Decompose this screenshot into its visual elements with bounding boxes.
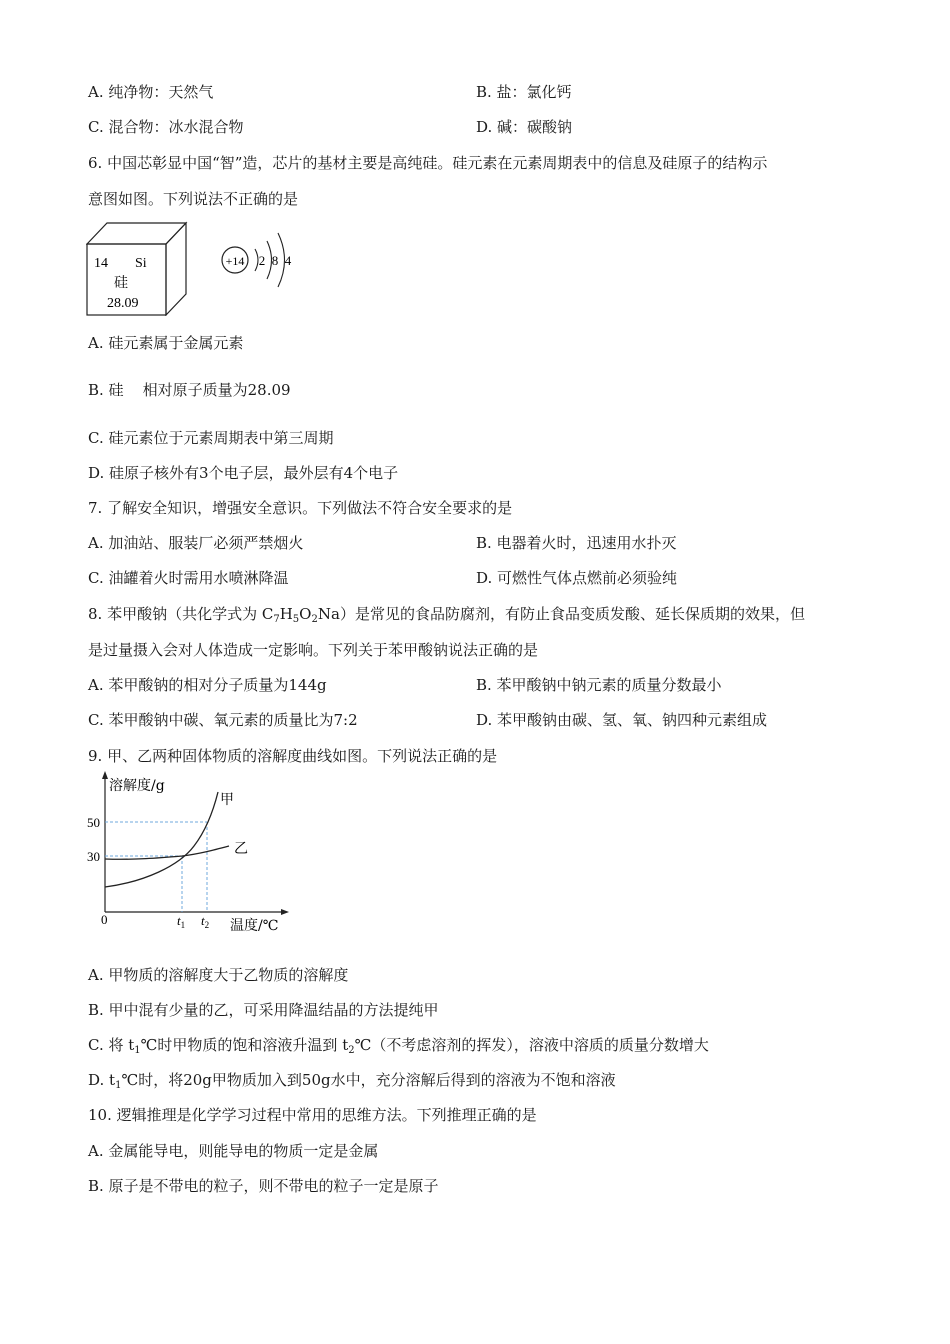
periodic-cell-figure [86, 220, 190, 320]
element-symbol: Si [135, 256, 147, 271]
q9-option-b: B. 甲中混有少量的乙，可采用降温结晶的方法提纯甲 [88, 1001, 439, 1019]
q10-option-a: A. 金属能导电，则能导电的物质一定是金属 [88, 1142, 379, 1160]
q9-d-part1: D. t [88, 1071, 116, 1089]
q5-option-c: C. 混合物：冰水混合物 [88, 118, 244, 136]
q8-stem-line2: 是过量摄入会对人体造成一定影响。下列关于苯甲酸钠说法正确的是 [88, 641, 539, 659]
q9-d-sub1: 1 [115, 1080, 122, 1091]
element-name: 硅 [114, 275, 128, 291]
q8-stem-part2: ）是常见的食品防腐剂，有防止食品变质发酸、延长保质期的效果，但 [339, 605, 805, 623]
q9-option-a: A. 甲物质的溶解度大于乙物质的溶解度 [88, 966, 349, 984]
formula-o: O [299, 605, 312, 623]
q5-option-d: D. 碱：碳酸钠 [476, 118, 573, 136]
shell3-electrons: 4 [284, 253, 292, 268]
q9-option-d [88, 1070, 616, 1090]
shell1-electrons: 2 [258, 253, 266, 268]
q6-option-d: D. 硅原子核外有3个电子层，最外层有4个电子 [88, 464, 399, 482]
q9-c-part2: ℃时甲物质的饱和溶液升温到 t [140, 1036, 349, 1054]
x-axis-label: 温度/℃ [230, 918, 279, 934]
nucleus-charge: +14 [225, 254, 245, 268]
q9-d-part2: ℃时，将20g甲物质加入到50g水中，充分溶解后得到的溶液为不饱和溶液 [121, 1071, 616, 1089]
q8-stem-line1 [88, 604, 805, 624]
q9-stem: 9. 甲、乙两种固体物质的溶解度曲线如图。下列说法正确的是 [88, 747, 498, 765]
q8-option-d: D. 苯甲酸钠由碳、氢、氧、钠四种元素组成 [476, 711, 768, 729]
q7-option-d: D. 可燃性气体点燃前必须验纯 [476, 569, 678, 587]
q8-stem-part1: 8. 苯甲酸钠（共化学式为 C [88, 605, 274, 623]
shell2-electrons: 8 [271, 253, 279, 268]
atomic-number: 14 [94, 256, 108, 271]
q8-option-b: B. 苯甲酸钠中钠元素的质量分数最小 [476, 676, 722, 694]
q7-option-b: B. 电器着火时，迅速用水扑灭 [476, 534, 677, 552]
q7-stem: 7. 了解安全知识，增强安全意识。下列做法不符合安全要求的是 [88, 499, 513, 517]
curve-jia [105, 792, 218, 887]
curve-yi [105, 846, 229, 859]
formula-sub-c: 7 [273, 614, 280, 625]
q10-option-b: B. 原子是不带电的粒子，则不带电的粒子一定是原子 [88, 1177, 439, 1195]
q5-option-a: A. 纯净物：天然气 [88, 83, 214, 101]
formula-sub-o: 2 [311, 614, 318, 625]
q6-stem-line2: 意图如图。下列说法不正确的是 [88, 190, 299, 208]
y-tick-30: 30 [87, 849, 100, 864]
formula-sub-h: 5 [292, 614, 300, 625]
q9-option-c [88, 1035, 709, 1055]
q8-option-a: A. 苯甲酸钠的相对分子质量为144g [88, 676, 327, 694]
q6-option-b: B. 硅 相对原子质量为28.09 [88, 381, 291, 399]
q9-c-sub2: 2 [348, 1045, 355, 1056]
x-axis-arrow [281, 909, 289, 915]
y-axis-label: 溶解度/g [109, 778, 165, 794]
origin-label: 0 [101, 912, 108, 927]
atomic-mass: 28.09 [107, 296, 139, 311]
y-tick-50: 50 [87, 815, 100, 830]
atom-structure-figure [218, 220, 298, 304]
solubility-chart [84, 768, 294, 942]
q7-option-c: C. 油罐着火时需用水喷淋降温 [88, 569, 289, 587]
q9-c-sub1: 1 [134, 1045, 141, 1056]
q10-stem: 10. 逻辑推理是化学学习过程中常用的思维方法。下列推理正确的是 [88, 1106, 537, 1124]
q6-option-a: A. 硅元素属于金属元素 [88, 334, 244, 352]
q8-option-c: C. 苯甲酸钠中碳、氧元素的质量比为7:2 [88, 711, 358, 729]
q9-c-part1: C. 将 t [88, 1036, 135, 1054]
series-label-jia: 甲 [220, 792, 234, 808]
series-label-yi: 乙 [234, 841, 248, 857]
q6-stem-line1: 6. 中国芯彰显中国“智”造，芯片的基材主要是高纯硅。硅元素在元素周期表中的信息及硅原子的结构示 [88, 154, 768, 172]
formula-na: Na [317, 605, 340, 623]
q9-c-part3: ℃（不考虑溶剂的挥发），溶液中溶质的质量分数增大 [354, 1036, 709, 1054]
x-tick-t1: $t_1$ [177, 913, 186, 930]
y-axis-arrow [102, 771, 108, 779]
x-tick-t2: $t_2$ [201, 913, 210, 930]
formula-h: H [279, 605, 293, 623]
q7-option-a: A. 加油站、服装厂必须严禁烟火 [88, 534, 304, 552]
q5-option-b: B. 盐：氯化钙 [476, 83, 572, 101]
q6-option-c: C. 硅元素位于元素周期表中第三周期 [88, 429, 334, 447]
